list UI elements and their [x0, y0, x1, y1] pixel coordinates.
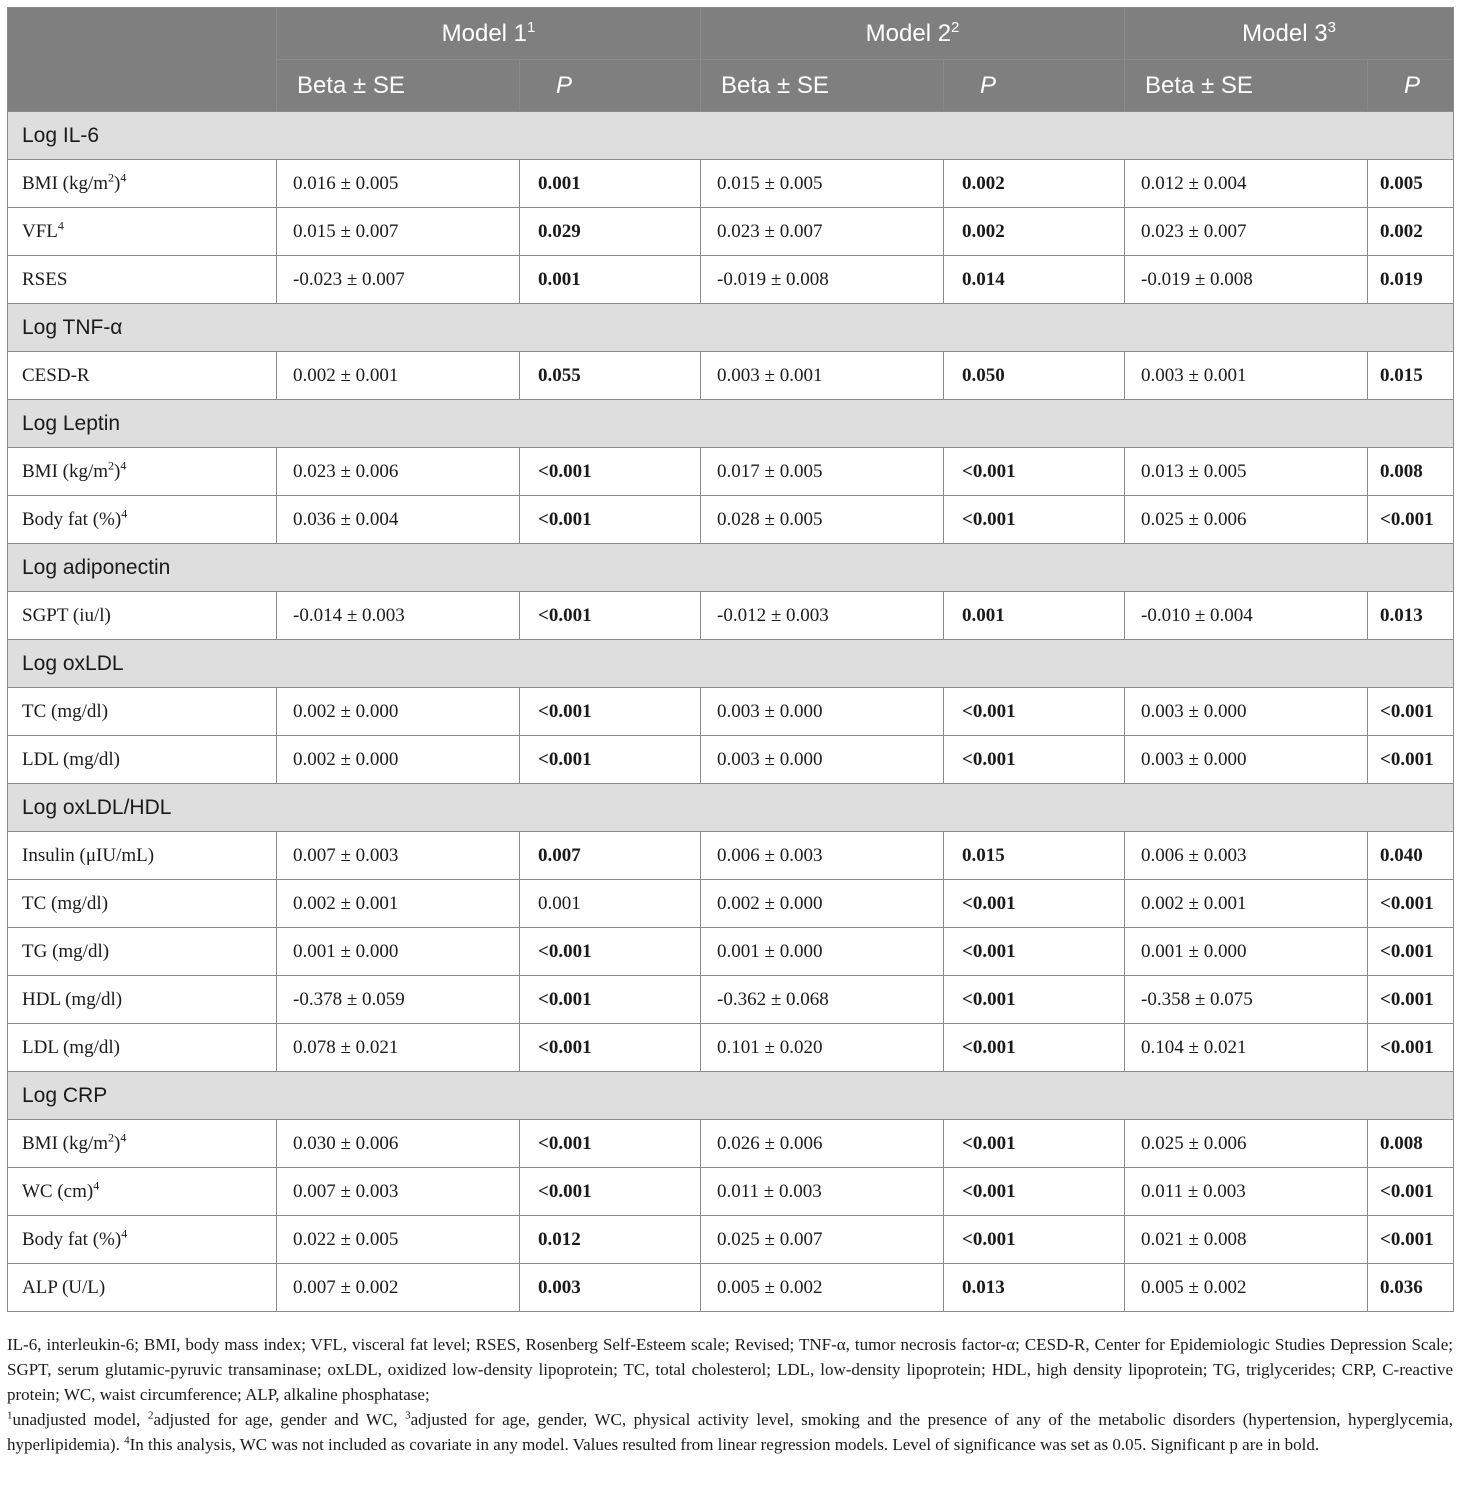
beta-se-cell: 0.015 ± 0.007: [277, 208, 520, 256]
beta-se-cell: -0.019 ± 0.008: [701, 256, 944, 304]
beta-se-cell: 0.003 ± 0.000: [701, 736, 944, 784]
header-empty-cell: [8, 8, 277, 112]
footnote-notes: $^1$unadjusted model, $^2$adjusted for age, gender and WC, $^3$adjusted for age, gender, WC, physical activity level, smoking and the presence of any of the metabolic disorders (hypertension, hyperglycemia, hyperlipidemia). $^4$In this analysis, WC was not included as covariate in any model. Values resulted from linear regression models. Level of significance was set as 0.05. Significant p are in bold.: [7, 1409, 1453, 1454]
beta-se-cell: -0.362 ± 0.068: [701, 976, 944, 1024]
p-value-cell: 0.008: [1368, 448, 1454, 496]
beta-se-cell: 0.028 ± 0.005: [701, 496, 944, 544]
p-value-cell: <0.001: [520, 736, 701, 784]
p-value-cell: <0.001: [944, 976, 1125, 1024]
p-value-cell: <0.001: [944, 496, 1125, 544]
beta-se-cell: 0.023 ± 0.007: [1125, 208, 1368, 256]
table-row: [8, 352, 1454, 400]
table-header: [8, 8, 1454, 112]
p-value-cell: <0.001: [520, 1024, 701, 1072]
p-value-cell: <0.001: [944, 688, 1125, 736]
p-value-cell: 0.002: [944, 160, 1125, 208]
beta-se-cell: 0.005 ± 0.002: [701, 1264, 944, 1312]
table-row: [8, 928, 1454, 976]
table-footnotes: [7, 1332, 1453, 1457]
p-value-cell: 0.001: [944, 592, 1125, 640]
beta-se-cell: 0.015 ± 0.005: [701, 160, 944, 208]
row-label: TG (mg/dl): [8, 928, 277, 976]
row-label: Body fat (%)$^4$: [8, 496, 277, 544]
group-header-row: [8, 400, 1454, 448]
table-row: [8, 880, 1454, 928]
beta-se-cell: 0.025 ± 0.006: [1125, 496, 1368, 544]
beta-se-cell: 0.001 ± 0.000: [701, 928, 944, 976]
beta-se-cell: 0.003 ± 0.001: [701, 352, 944, 400]
table-row: [8, 976, 1454, 1024]
p-value-cell: 0.015: [1368, 352, 1454, 400]
row-label: HDL (mg/dl): [8, 976, 277, 1024]
p-value-cell: <0.001: [944, 736, 1125, 784]
beta-se-cell: 0.001 ± 0.000: [1125, 928, 1368, 976]
beta-se-cell: 0.023 ± 0.007: [701, 208, 944, 256]
p-value-cell: 0.055: [520, 352, 701, 400]
beta-se-cell: -0.014 ± 0.003: [277, 592, 520, 640]
p-value-cell: <0.001: [520, 496, 701, 544]
row-label: Insulin (μIU/mL): [8, 832, 277, 880]
table-row: [8, 256, 1454, 304]
header-model-1: Model $1^1$: [277, 8, 701, 60]
p-value-cell: <0.001: [944, 448, 1125, 496]
p-value-cell: 0.013: [1368, 592, 1454, 640]
beta-se-cell: 0.104 ± 0.021: [1125, 1024, 1368, 1072]
beta-se-cell: 0.003 ± 0.000: [1125, 688, 1368, 736]
group-header-row: [8, 1072, 1454, 1120]
beta-se-cell: 0.021 ± 0.008: [1125, 1216, 1368, 1264]
row-label: Body fat (%)$^4$: [8, 1216, 277, 1264]
p-value-cell: <0.001: [944, 1168, 1125, 1216]
p-value-cell: 0.003: [520, 1264, 701, 1312]
p-value-cell: <0.001: [1368, 496, 1454, 544]
p-value-cell: 0.008: [1368, 1120, 1454, 1168]
beta-se-cell: 0.013 ± 0.005: [1125, 448, 1368, 496]
table-row: [8, 160, 1454, 208]
beta-se-cell: 0.002 ± 0.001: [1125, 880, 1368, 928]
group-header-row: [8, 784, 1454, 832]
header-p-value: P: [1368, 60, 1454, 112]
p-value-cell: 0.001: [520, 256, 701, 304]
p-value-cell: 0.015: [944, 832, 1125, 880]
beta-se-cell: -0.378 ± 0.059: [277, 976, 520, 1024]
p-value-cell: 0.013: [944, 1264, 1125, 1312]
p-value-cell: <0.001: [520, 1120, 701, 1168]
p-value-cell: 0.001: [520, 880, 701, 928]
p-value-cell: 0.002: [1368, 208, 1454, 256]
group-header-row: [8, 304, 1454, 352]
beta-se-cell: 0.011 ± 0.003: [1125, 1168, 1368, 1216]
beta-se-cell: 0.011 ± 0.003: [701, 1168, 944, 1216]
beta-se-cell: 0.030 ± 0.006: [277, 1120, 520, 1168]
table-row: [8, 496, 1454, 544]
results-table-container: [7, 7, 1453, 1312]
beta-se-cell: 0.002 ± 0.000: [701, 880, 944, 928]
row-label: BMI $(kg/m^2)^4$: [8, 1120, 277, 1168]
row-label: CESD-R: [8, 352, 277, 400]
p-value-cell: 0.036: [1368, 1264, 1454, 1312]
beta-se-cell: 0.001 ± 0.000: [277, 928, 520, 976]
beta-se-cell: 0.002 ± 0.000: [277, 688, 520, 736]
beta-se-cell: -0.012 ± 0.003: [701, 592, 944, 640]
p-value-cell: <0.001: [1368, 688, 1454, 736]
beta-se-cell: -0.023 ± 0.007: [277, 256, 520, 304]
p-value-cell: <0.001: [1368, 736, 1454, 784]
table-row: [8, 1264, 1454, 1312]
header-beta-se: Beta ± SE: [1125, 60, 1368, 112]
group-title: Log adiponectin: [8, 544, 1454, 592]
beta-se-cell: 0.003 ± 0.000: [701, 688, 944, 736]
group-header-row: [8, 112, 1454, 160]
table-row: [8, 1168, 1454, 1216]
p-value-cell: <0.001: [1368, 928, 1454, 976]
row-label: BMI $(kg/m^2)^4$: [8, 160, 277, 208]
beta-se-cell: 0.017 ± 0.005: [701, 448, 944, 496]
header-p-value: P: [944, 60, 1125, 112]
row-label: ALP (U/L): [8, 1264, 277, 1312]
row-label: BMI $(kg/m^2)^4$: [8, 448, 277, 496]
p-value-cell: <0.001: [520, 448, 701, 496]
table-row: [8, 1024, 1454, 1072]
p-value-cell: 0.007: [520, 832, 701, 880]
p-value-cell: <0.001: [944, 928, 1125, 976]
group-title: Log IL-6: [8, 112, 1454, 160]
table-row: [8, 592, 1454, 640]
p-value-cell: 0.050: [944, 352, 1125, 400]
p-value-cell: <0.001: [520, 592, 701, 640]
beta-se-cell: 0.012 ± 0.004: [1125, 160, 1368, 208]
header-beta-se: Beta ± SE: [277, 60, 520, 112]
group-title: Log TNF-α: [8, 304, 1454, 352]
group-title: Log Leptin: [8, 400, 1454, 448]
header-model-2: Model $2^2$: [701, 8, 1125, 60]
p-value-cell: <0.001: [520, 976, 701, 1024]
p-value-cell: <0.001: [520, 688, 701, 736]
beta-se-cell: -0.010 ± 0.004: [1125, 592, 1368, 640]
beta-se-cell: 0.023 ± 0.006: [277, 448, 520, 496]
beta-se-cell: 0.025 ± 0.006: [1125, 1120, 1368, 1168]
p-value-cell: <0.001: [944, 1120, 1125, 1168]
beta-se-cell: 0.002 ± 0.000: [277, 736, 520, 784]
beta-se-cell: 0.036 ± 0.004: [277, 496, 520, 544]
beta-se-cell: 0.002 ± 0.001: [277, 880, 520, 928]
group-title: Log oxLDL/HDL: [8, 784, 1454, 832]
group-header-row: [8, 640, 1454, 688]
p-value-cell: 0.002: [944, 208, 1125, 256]
row-label: VFL$^4$: [8, 208, 277, 256]
p-value-cell: <0.001: [944, 1024, 1125, 1072]
beta-se-cell: -0.358 ± 0.075: [1125, 976, 1368, 1024]
row-label: LDL (mg/dl): [8, 1024, 277, 1072]
beta-se-cell: 0.025 ± 0.007: [701, 1216, 944, 1264]
row-label: RSES: [8, 256, 277, 304]
table-row: [8, 448, 1454, 496]
beta-se-cell: 0.007 ± 0.003: [277, 1168, 520, 1216]
p-value-cell: 0.040: [1368, 832, 1454, 880]
group-header-row: [8, 544, 1454, 592]
row-label: SGPT (iu/l): [8, 592, 277, 640]
p-value-cell: <0.001: [944, 1216, 1125, 1264]
beta-se-cell: 0.003 ± 0.001: [1125, 352, 1368, 400]
beta-se-cell: 0.101 ± 0.020: [701, 1024, 944, 1072]
group-title: Log oxLDL: [8, 640, 1454, 688]
beta-se-cell: 0.006 ± 0.003: [1125, 832, 1368, 880]
p-value-cell: <0.001: [520, 1168, 701, 1216]
beta-se-cell: 0.016 ± 0.005: [277, 160, 520, 208]
p-value-cell: 0.012: [520, 1216, 701, 1264]
beta-se-cell: 0.003 ± 0.000: [1125, 736, 1368, 784]
group-title: Log CRP: [8, 1072, 1454, 1120]
header-beta-se: Beta ± SE: [701, 60, 944, 112]
regression-table: [7, 7, 1454, 1312]
p-value-cell: <0.001: [944, 880, 1125, 928]
p-value-cell: <0.001: [1368, 1024, 1454, 1072]
beta-se-cell: 0.022 ± 0.005: [277, 1216, 520, 1264]
p-value-cell: 0.014: [944, 256, 1125, 304]
beta-se-cell: 0.007 ± 0.003: [277, 832, 520, 880]
p-value-cell: 0.029: [520, 208, 701, 256]
table-body: [8, 112, 1454, 1312]
table-row: [8, 1120, 1454, 1168]
beta-se-cell: 0.006 ± 0.003: [701, 832, 944, 880]
p-value-cell: <0.001: [1368, 1168, 1454, 1216]
row-label: TC (mg/dl): [8, 688, 277, 736]
beta-se-cell: 0.002 ± 0.001: [277, 352, 520, 400]
header-model-3: Model $3^3$: [1125, 8, 1454, 60]
header-p-value: P: [520, 60, 701, 112]
beta-se-cell: 0.026 ± 0.006: [701, 1120, 944, 1168]
table-row: [8, 688, 1454, 736]
p-value-cell: <0.001: [1368, 1216, 1454, 1264]
table-row: [8, 736, 1454, 784]
table-row: [8, 208, 1454, 256]
p-value-cell: <0.001: [1368, 880, 1454, 928]
beta-se-cell: 0.078 ± 0.021: [277, 1024, 520, 1072]
beta-se-cell: 0.007 ± 0.002: [277, 1264, 520, 1312]
row-label: TC (mg/dl): [8, 880, 277, 928]
beta-se-cell: -0.019 ± 0.008: [1125, 256, 1368, 304]
p-value-cell: 0.001: [520, 160, 701, 208]
table-row: [8, 1216, 1454, 1264]
row-label: LDL (mg/dl): [8, 736, 277, 784]
footnote-abbreviations: IL-6, interleukin-6; BMI, body mass index; VFL, visceral fat level; RSES, Rosenberg Self-Esteem scale; Revised; TNF-α, tumor necrosis factor-α; CESD-R, Center for Epidemiologic Studies Depression Scale; SGPT, serum glutamic-pyruvic transaminase; oxLDL, oxidized low-density lipoprotein; TC, total cholesterol; LDL, low-density lipoprotein; HDL, high density lipoprotein; TG, triglycerides; CRP, C-reactive protein; WC, waist circumference; ALP, alkaline phosphatase;: [7, 1335, 1453, 1404]
p-value-cell: 0.005: [1368, 160, 1454, 208]
p-value-cell: <0.001: [1368, 976, 1454, 1024]
p-value-cell: 0.019: [1368, 256, 1454, 304]
p-value-cell: <0.001: [520, 928, 701, 976]
table-row: [8, 832, 1454, 880]
beta-se-cell: 0.005 ± 0.002: [1125, 1264, 1368, 1312]
row-label: WC (cm)$^4$: [8, 1168, 277, 1216]
